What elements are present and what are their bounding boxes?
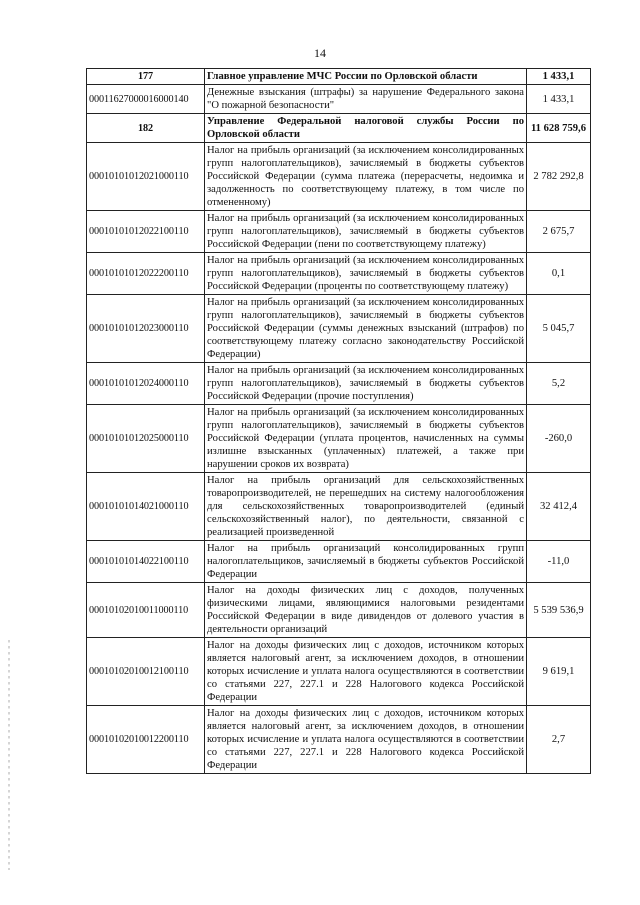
scan-margin-dots <box>8 640 10 870</box>
revenue-description: Налог на прибыль организаций консолидированных групп налогоплательщиков, зачисляемый в бюджеты субъектов Российской Федерации <box>205 541 527 583</box>
revenue-amount: 9 619,1 <box>527 638 591 706</box>
admin-total: 11 628 759,6 <box>527 114 591 143</box>
revenue-amount: 2,7 <box>527 706 591 774</box>
admin-name: Управление Федеральной налоговой службы России по Орловской области <box>205 114 527 143</box>
table-row <box>87 638 591 706</box>
table-row <box>87 473 591 541</box>
revenue-description: Налог на прибыль организаций (за исключением консолидированных групп налогоплательщиков), зачисляемый в бюджеты субъектов Российской Федерации (уплата процентов, начисленных на суммы излишне взысканных (уплаченных) платежей, а также при нарушении сроков их возврата) <box>205 405 527 473</box>
table-row-admin-182 <box>87 114 591 143</box>
budget-revenue-table <box>86 68 591 774</box>
revenue-amount: -11,0 <box>527 541 591 583</box>
table-row <box>87 85 591 114</box>
revenue-code: 00010102010012100110 <box>87 638 205 706</box>
table-row <box>87 363 591 405</box>
page-number: 14 <box>314 46 326 60</box>
revenue-amount: 5 045,7 <box>527 295 591 363</box>
revenue-description: Налог на доходы физических лиц с доходов, источником которых является налоговый агент, за исключением доходов, в отношении которых исчисление и уплата налога осуществляются в соответствии со статьями 227, 227.1 и 228 Налогового кодекса Российской Федерации <box>205 638 527 706</box>
table-row-admin-177 <box>87 69 591 85</box>
table-row <box>87 541 591 583</box>
revenue-code: 00010101012022100110 <box>87 211 205 253</box>
admin-total: 1 433,1 <box>527 69 591 85</box>
table-row <box>87 295 591 363</box>
table-row <box>87 143 591 211</box>
revenue-description: Налог на доходы физических лиц с доходов, источником которых является налоговый агент, за исключением доходов, в отношении которых исчисление и уплата налога осуществляются в соответствии со статьями 227, 227.1 и 228 Налогового кодекса Российской Федерации <box>205 706 527 774</box>
revenue-code: 00011627000016000140 <box>87 85 205 114</box>
revenue-description: Налог на прибыль организаций (за исключением консолидированных групп налогоплательщиков), зачисляемый в бюджеты субъектов Российской Федерации (пени по соответствующему платежу) <box>205 211 527 253</box>
revenue-code: 00010101012025000110 <box>87 405 205 473</box>
revenue-code: 00010101012021000110 <box>87 143 205 211</box>
revenue-description: Налог на прибыль организаций (за исключением консолидированных групп налогоплательщиков), зачисляемый в бюджеты субъектов Российской Федерации (проценты по соответствующему платежу) <box>205 253 527 295</box>
revenue-code: 00010101012024000110 <box>87 363 205 405</box>
revenue-description: Налог на прибыль организаций (за исключением консолидированных групп налогоплательщиков), зачисляемый в бюджеты субъектов Российской Федерации (суммы денежных взысканий (штрафов) по соответствующему платежу согласно законодательству Российской Федерации) <box>205 295 527 363</box>
revenue-description: Денежные взыскания (штрафы) за нарушение Федерального закона "О пожарной безопасности" <box>205 85 527 114</box>
revenue-amount: 0,1 <box>527 253 591 295</box>
table-row <box>87 253 591 295</box>
revenue-code: 00010101014021000110 <box>87 473 205 541</box>
revenue-amount: 1 433,1 <box>527 85 591 114</box>
revenue-code: 00010101012023000110 <box>87 295 205 363</box>
revenue-code: 00010102010012200110 <box>87 706 205 774</box>
table-row <box>87 706 591 774</box>
revenue-description: Налог на прибыль организаций (за исключением консолидированных групп налогоплательщиков), зачисляемый в бюджеты субъектов Российской Федерации (сумма платежа (перерасчеты, недоимка и задолженность по соответствующему платежу, в том числе по отмененному) <box>205 143 527 211</box>
revenue-amount: 5,2 <box>527 363 591 405</box>
admin-code: 182 <box>87 114 205 143</box>
revenue-amount: 2 675,7 <box>527 211 591 253</box>
revenue-code: 00010101014022100110 <box>87 541 205 583</box>
admin-name: Главное управление МЧС России по Орловской области <box>205 69 527 85</box>
revenue-amount: -260,0 <box>527 405 591 473</box>
revenue-description: Налог на прибыль организаций для сельскохозяйственных товаропроизводителей, не перешедших на систему налогообложения для сельскохозяйственных товаропроизводителей (единый сельскохозяйственный налог), по деятельности, связанной с реализацией произведенной <box>205 473 527 541</box>
revenue-amount: 32 412,4 <box>527 473 591 541</box>
revenue-description: Налог на доходы физических лиц с доходов, полученных физическими лицами, являющимися налоговыми резидентами Российской Федерации в виде дивидендов от долевого участия в деятельности организаций <box>205 583 527 638</box>
revenue-amount: 5 539 536,9 <box>527 583 591 638</box>
revenue-code: 00010102010011000110 <box>87 583 205 638</box>
table-row <box>87 583 591 638</box>
admin-code: 177 <box>87 69 205 85</box>
table-row <box>87 405 591 473</box>
revenue-code: 00010101012022200110 <box>87 253 205 295</box>
revenue-description: Налог на прибыль организаций (за исключением консолидированных групп налогоплательщиков), зачисляемый в бюджеты субъектов Российской Федерации (прочие поступления) <box>205 363 527 405</box>
table-row <box>87 211 591 253</box>
revenue-amount: 2 782 292,8 <box>527 143 591 211</box>
